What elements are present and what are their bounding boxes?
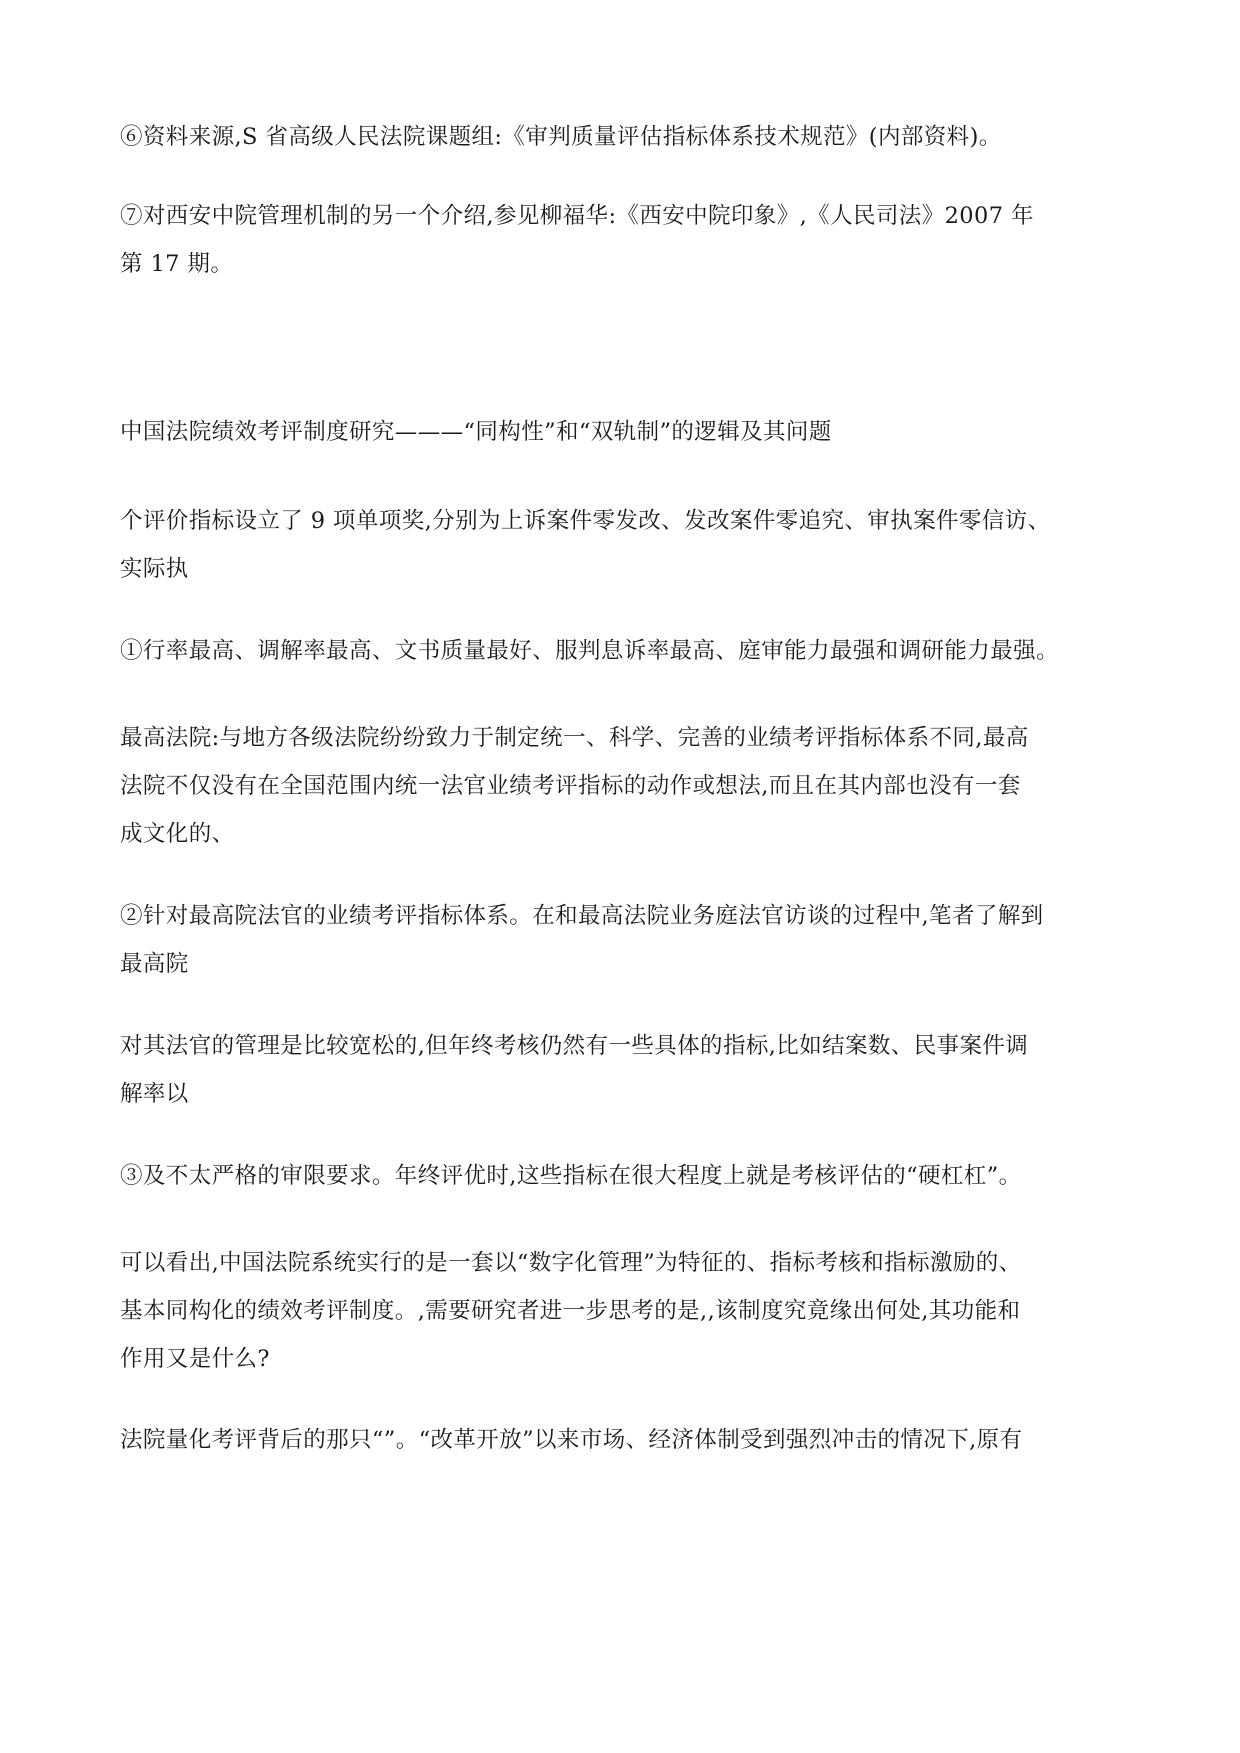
text-line: 实际执: [120, 556, 189, 582]
text-line: ②针对最高院法官的业绩考评指标体系。在和最高法院业务庭法官访谈的过程中,笔者了解到: [120, 903, 1044, 929]
text-line: 最高法院:与地方各级法院纷纷致力于制定统一、科学、完善的业绩考评指标体系不同,最高: [120, 725, 1029, 751]
footnote-3: [120, 1152, 1130, 1200]
text-line: 第 17 期。: [120, 251, 234, 277]
body-paragraph: [120, 497, 1130, 593]
text-line: 法院量化考评背后的那只“”。“改革开放”以来市场、经济体制受到强烈冲击的情况下,原有: [120, 1427, 1023, 1453]
text-line: 中国法院绩效考评制度研究———“同构性”和“双轨制”的逻辑及其问题: [120, 419, 832, 445]
text-line: ③及不太严格的审限要求。年终评优时,这些指标在很大程度上就是考核评估的“硬杠杠”。: [120, 1163, 1022, 1189]
footnote-6: [120, 113, 1130, 161]
text-line: 解率以: [120, 1081, 189, 1107]
body-paragraph: [120, 1239, 1130, 1383]
text-line: ⑥资料来源,S 省高级人民法院课题组:《审判质量评估指标体系技术规范》(内部资料)。: [120, 124, 1002, 150]
text-line: 可以看出,中国法院系统实行的是一套以“数字化管理”为特征的、指标考核和指标激励的、: [120, 1250, 1022, 1276]
text-line: 最高院: [120, 951, 189, 977]
running-title: [120, 408, 1130, 456]
text-line: ①行率最高、调解率最高、文书质量最好、服判息诉率最高、庭审能力最强和调研能力最强。: [120, 638, 1059, 664]
text-line: 基本同构化的绩效考评制度。,需要研究者进一步思考的是,,该制度究竟缘出何处,其功能和: [120, 1298, 1021, 1324]
footnote-7: [120, 192, 1130, 288]
text-line: 法院不仅没有在全国范围内统一法官业绩考评指标的动作或想法,而且在其内部也没有一套: [120, 773, 1021, 799]
footnote-1: [120, 627, 1130, 675]
text-line: 个评价指标设立了 9 项单项奖,分别为上诉案件零发改、发改案件零追究、审执案件零信访、: [120, 508, 1051, 534]
text-line: ⑦对西安中院管理机制的另一个介绍,参见柳福华:《西安中院印象》,《人民司法》2007 年: [120, 203, 1034, 229]
body-paragraph: [120, 714, 1130, 858]
text-line: 对其法官的管理是比较宽松的,但年终考核仍然有一些具体的指标,比如结案数、民事案件调: [120, 1033, 1029, 1059]
text-line: 作用又是什么?: [120, 1346, 270, 1372]
body-paragraph: [120, 1022, 1130, 1118]
footnote-2: [120, 892, 1130, 988]
text-line: 成文化的、: [120, 821, 235, 847]
body-paragraph: [120, 1416, 1130, 1464]
